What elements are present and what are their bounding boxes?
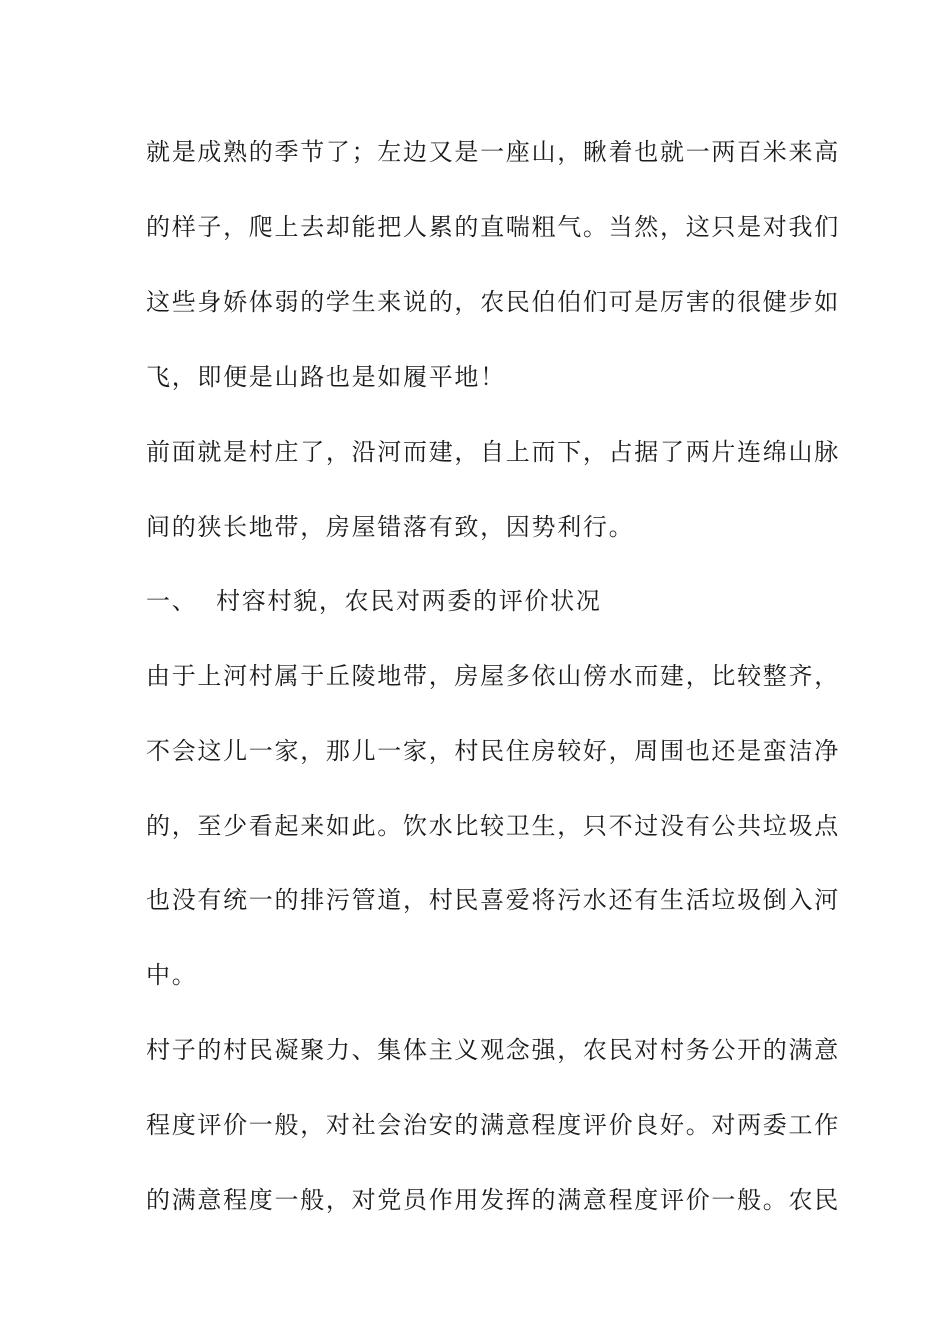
paragraph-3-line-4: 也没有统一的排污管道，村民喜爱将污水还有生活垃圾倒入河 <box>146 886 840 914</box>
paragraph-1-line-3: 这些身娇体弱的学生来说的，农民伯伯们可是厉害的很健步如 <box>146 288 840 316</box>
paragraph-4-line-3: 的满意程度一般，对党员作用发挥的满意程度评价一般。农民 <box>146 1186 840 1214</box>
paragraph-1-line-4: 飞，即便是山路也是如履平地！ <box>146 363 506 391</box>
section-heading: 一、 村容村貌，农民对两委的评价状况 <box>146 587 602 615</box>
paragraph-2-line-2: 间的狭长地带，房屋错落有致，因势利行。 <box>146 513 635 541</box>
paragraph-3-line-5: 中。 <box>146 961 198 989</box>
paragraph-3-line-1: 由于上河村属于丘陵地带，房屋多依山傍水而建，比较整齐， <box>146 662 840 690</box>
paragraph-4-line-2: 程度评价一般，对社会治安的满意程度评价良好。对两委工作 <box>146 1111 840 1139</box>
paragraph-1-line-1: 就是成熟的季节了；左边又是一座山，瞅着也就一两百米来高 <box>146 138 840 166</box>
paragraph-3-line-2: 不会这儿一家，那儿一家，村民住房较好，周围也还是蛮洁净 <box>146 737 840 765</box>
paragraph-2-line-1: 前面就是村庄了，沿河而建，自上而下，占据了两片连绵山脉 <box>146 438 840 466</box>
paragraph-1-line-2: 的样子，爬上去却能把人累的直喘粗气。当然，这只是对我们 <box>146 213 840 241</box>
paragraph-4-line-1: 村子的村民凝聚力、集体主义观念强，农民对村务公开的满意 <box>146 1036 840 1064</box>
paragraph-3-line-3: 的，至少看起来如此。饮水比较卫生，只不过没有公共垃圾点 <box>146 812 840 840</box>
